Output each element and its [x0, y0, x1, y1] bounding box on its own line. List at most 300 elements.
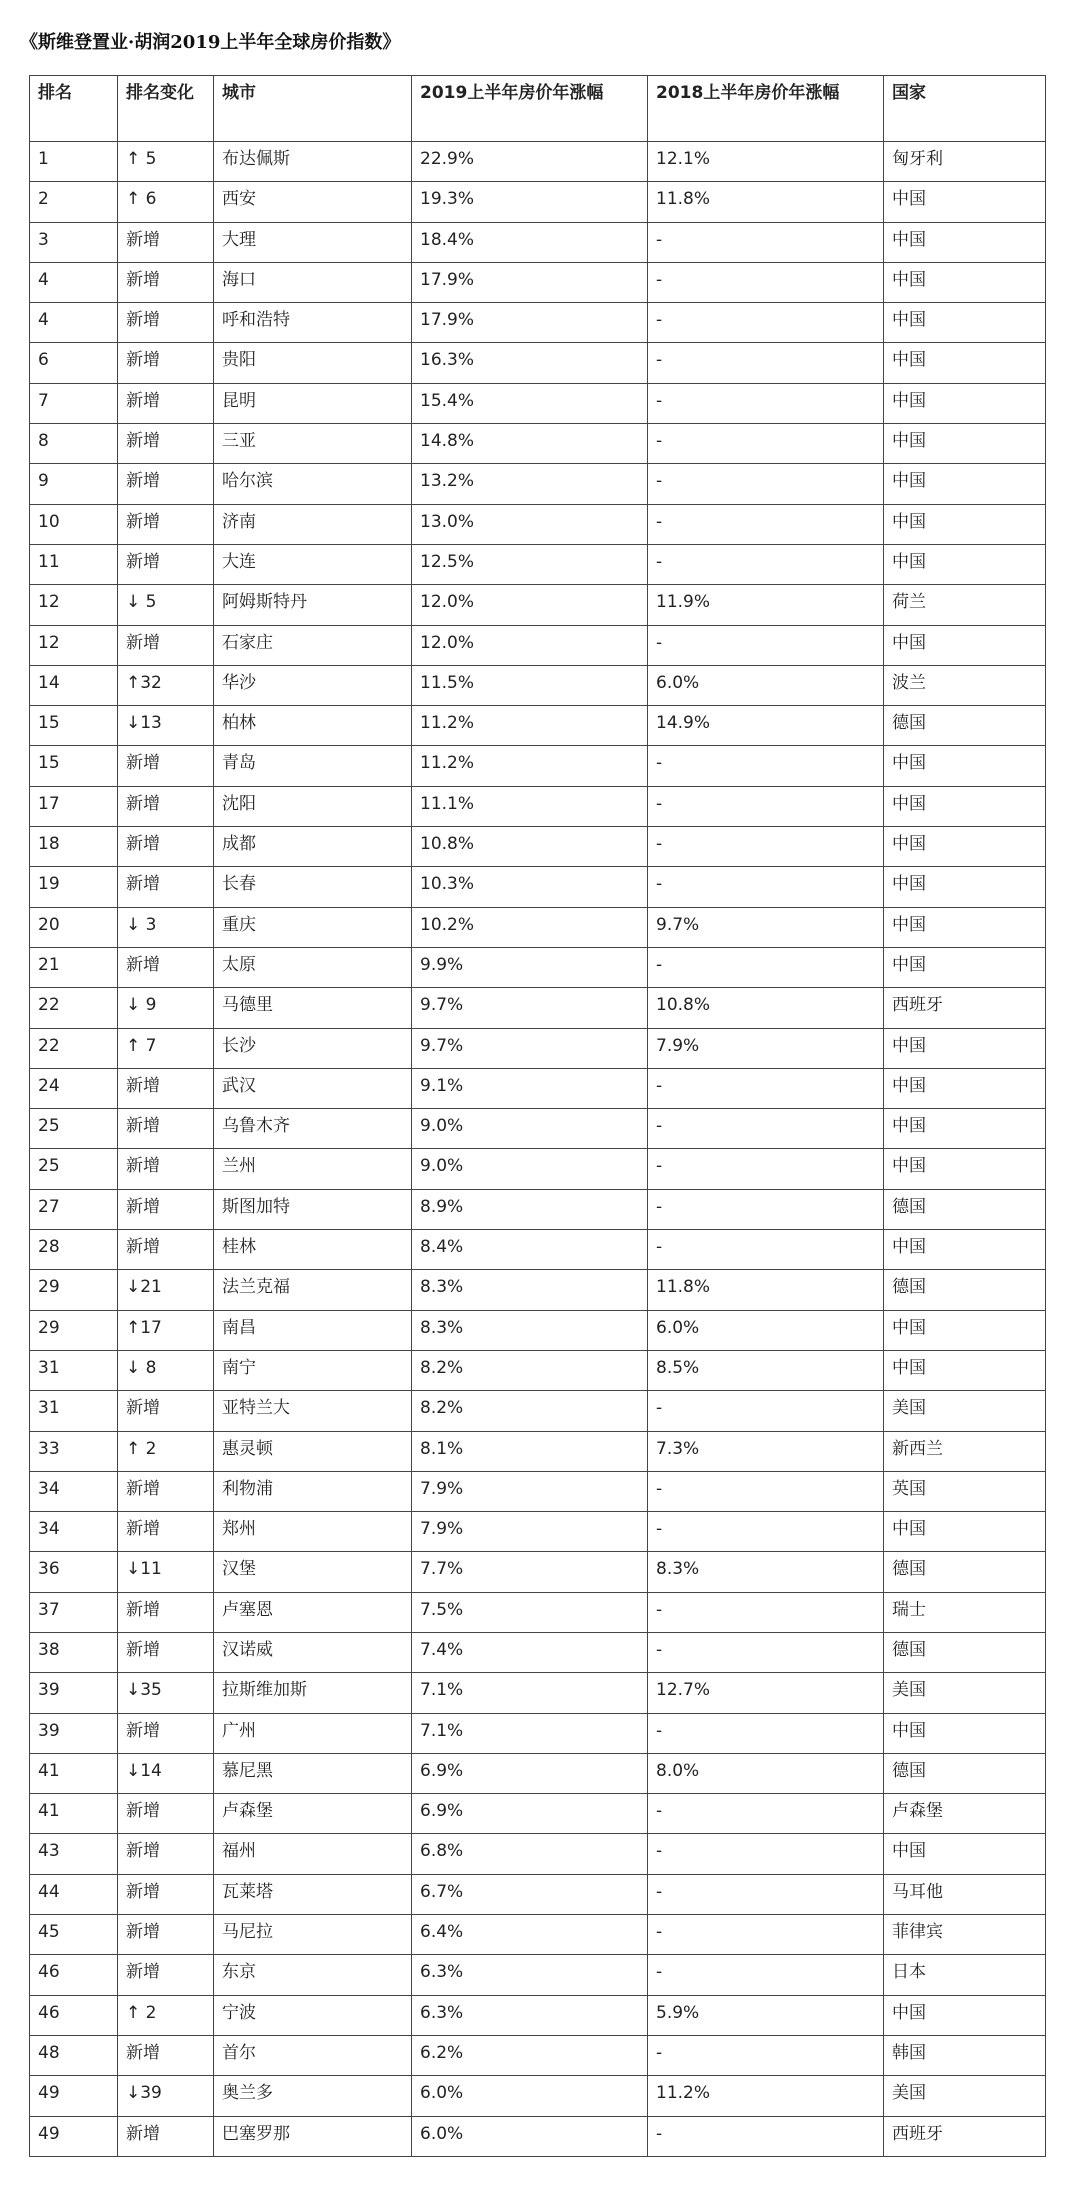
- cell-2019-growth: 8.9%: [412, 1189, 648, 1229]
- cell-2018-growth: -: [648, 262, 884, 302]
- cell-rank: 46: [30, 1995, 118, 2035]
- cell-rank: 46: [30, 1955, 118, 1995]
- cell-2018-growth: 12.1%: [648, 142, 884, 182]
- cell-city: 青岛: [214, 746, 412, 786]
- cell-rank: 29: [30, 1310, 118, 1350]
- cell-country: 中国: [884, 383, 1046, 423]
- cell-country: 德国: [884, 1552, 1046, 1592]
- cell-rank-change: ↑ 6: [118, 182, 214, 222]
- cell-city: 奥兰多: [214, 2076, 412, 2116]
- table-row: [30, 1713, 1046, 1753]
- table-row: [30, 424, 1046, 464]
- table-row: [30, 222, 1046, 262]
- cell-rank-change: ↑17: [118, 1310, 214, 1350]
- table-row: [30, 988, 1046, 1028]
- cell-rank: 41: [30, 1794, 118, 1834]
- cell-rank: 29: [30, 1270, 118, 1310]
- table-row: [30, 303, 1046, 343]
- cell-2019-growth: 16.3%: [412, 343, 648, 383]
- cell-city: 石家庄: [214, 625, 412, 665]
- cell-rank: 38: [30, 1632, 118, 1672]
- cell-rank-change: ↑ 5: [118, 142, 214, 182]
- cell-country: 中国: [884, 1109, 1046, 1149]
- cell-rank: 14: [30, 665, 118, 705]
- cell-2018-growth: -: [648, 746, 884, 786]
- cell-city: 马尼拉: [214, 1915, 412, 1955]
- cell-rank-change: 新增: [118, 1149, 214, 1189]
- cell-rank: 2: [30, 182, 118, 222]
- cell-city: 乌鲁木齐: [214, 1109, 412, 1149]
- table-row: [30, 1874, 1046, 1914]
- cell-city: 卢森堡: [214, 1794, 412, 1834]
- cell-rank-change: 新增: [118, 1955, 214, 1995]
- cell-city: 东京: [214, 1955, 412, 1995]
- table-row: [30, 1189, 1046, 1229]
- cell-2018-growth: -: [648, 1109, 884, 1149]
- cell-2018-growth: -: [648, 222, 884, 262]
- cell-rank-change: ↓39: [118, 2076, 214, 2116]
- table-row: [30, 786, 1046, 826]
- table-row: [30, 1753, 1046, 1793]
- cell-country: 中国: [884, 907, 1046, 947]
- cell-rank-change: 新增: [118, 1230, 214, 1270]
- cell-2018-growth: -: [648, 1068, 884, 1108]
- cell-rank: 44: [30, 1874, 118, 1914]
- cell-rank-change: ↓ 3: [118, 907, 214, 947]
- cell-rank-change: 新增: [118, 1874, 214, 1914]
- cell-city: 呼和浩特: [214, 303, 412, 343]
- cell-2019-growth: 7.9%: [412, 1471, 648, 1511]
- cell-country: 德国: [884, 1753, 1046, 1793]
- cell-rank: 27: [30, 1189, 118, 1229]
- cell-2019-growth: 6.9%: [412, 1753, 648, 1793]
- cell-2018-growth: -: [648, 947, 884, 987]
- cell-city: 慕尼黑: [214, 1753, 412, 1793]
- cell-country: 美国: [884, 1391, 1046, 1431]
- cell-country: 中国: [884, 262, 1046, 302]
- cell-city: 贵阳: [214, 343, 412, 383]
- cell-2018-growth: 10.8%: [648, 988, 884, 1028]
- cell-country: 德国: [884, 1632, 1046, 1672]
- cell-country: 西班牙: [884, 2116, 1046, 2156]
- cell-rank: 34: [30, 1471, 118, 1511]
- cell-2018-growth: -: [648, 1713, 884, 1753]
- cell-2018-growth: 7.9%: [648, 1028, 884, 1068]
- cell-rank-change: 新增: [118, 303, 214, 343]
- cell-rank-change: 新增: [118, 1632, 214, 1672]
- cell-2018-growth: -: [648, 625, 884, 665]
- cell-rank: 9: [30, 464, 118, 504]
- cell-rank: 17: [30, 786, 118, 826]
- cell-2018-growth: -: [648, 786, 884, 826]
- cell-city: 重庆: [214, 907, 412, 947]
- cell-country: 中国: [884, 182, 1046, 222]
- cell-city: 济南: [214, 504, 412, 544]
- table-row: [30, 1794, 1046, 1834]
- cell-city: 成都: [214, 827, 412, 867]
- cell-2018-growth: -: [648, 827, 884, 867]
- header-country: 国家: [884, 76, 1046, 142]
- cell-rank-change: ↓ 5: [118, 585, 214, 625]
- cell-rank-change: ↓ 8: [118, 1350, 214, 1390]
- cell-rank: 1: [30, 142, 118, 182]
- cell-city: 郑州: [214, 1512, 412, 1552]
- cell-2019-growth: 13.2%: [412, 464, 648, 504]
- cell-city: 法兰克福: [214, 1270, 412, 1310]
- cell-country: 中国: [884, 827, 1046, 867]
- cell-rank: 45: [30, 1915, 118, 1955]
- cell-2019-growth: 8.4%: [412, 1230, 648, 1270]
- cell-2018-growth: 14.9%: [648, 706, 884, 746]
- cell-2019-growth: 10.2%: [412, 907, 648, 947]
- cell-city: 拉斯维加斯: [214, 1673, 412, 1713]
- cell-2019-growth: 11.5%: [412, 665, 648, 705]
- cell-2018-growth: 5.9%: [648, 1995, 884, 2035]
- cell-city: 亚特兰大: [214, 1391, 412, 1431]
- cell-country: 西班牙: [884, 988, 1046, 1028]
- cell-rank: 39: [30, 1713, 118, 1753]
- table-row: [30, 544, 1046, 584]
- cell-rank: 10: [30, 504, 118, 544]
- cell-country: 新西兰: [884, 1431, 1046, 1471]
- cell-2019-growth: 17.9%: [412, 303, 648, 343]
- cell-country: 卢森堡: [884, 1794, 1046, 1834]
- cell-2018-growth: 9.7%: [648, 907, 884, 947]
- cell-2019-growth: 11.2%: [412, 746, 648, 786]
- cell-2019-growth: 10.8%: [412, 827, 648, 867]
- cell-country: 中国: [884, 625, 1046, 665]
- cell-rank: 28: [30, 1230, 118, 1270]
- cell-city: 利物浦: [214, 1471, 412, 1511]
- table-row: [30, 1310, 1046, 1350]
- cell-city: 布达佩斯: [214, 142, 412, 182]
- table-row: [30, 947, 1046, 987]
- table-row: [30, 1632, 1046, 1672]
- cell-rank: 12: [30, 625, 118, 665]
- cell-2018-growth: -: [648, 1391, 884, 1431]
- cell-2019-growth: 12.5%: [412, 544, 648, 584]
- cell-2019-growth: 8.3%: [412, 1310, 648, 1350]
- cell-rank-change: 新增: [118, 867, 214, 907]
- cell-rank: 3: [30, 222, 118, 262]
- cell-2019-growth: 8.3%: [412, 1270, 648, 1310]
- cell-rank: 21: [30, 947, 118, 987]
- table-row: [30, 1270, 1046, 1310]
- table-row: [30, 1068, 1046, 1108]
- cell-country: 马耳他: [884, 1874, 1046, 1914]
- cell-rank: 34: [30, 1512, 118, 1552]
- table-row: [30, 2035, 1046, 2075]
- cell-rank-change: 新增: [118, 1471, 214, 1511]
- cell-rank: 11: [30, 544, 118, 584]
- cell-country: 荷兰: [884, 585, 1046, 625]
- cell-2018-growth: -: [648, 1632, 884, 1672]
- cell-city: 南宁: [214, 1350, 412, 1390]
- cell-2018-growth: 6.0%: [648, 1310, 884, 1350]
- cell-2019-growth: 6.2%: [412, 2035, 648, 2075]
- cell-country: 中国: [884, 464, 1046, 504]
- cell-2019-growth: 7.5%: [412, 1592, 648, 1632]
- cell-2018-growth: -: [648, 2116, 884, 2156]
- cell-2018-growth: -: [648, 303, 884, 343]
- cell-rank: 6: [30, 343, 118, 383]
- cell-city: 三亚: [214, 424, 412, 464]
- table-row: [30, 1955, 1046, 1995]
- cell-city: 首尔: [214, 2035, 412, 2075]
- cell-rank: 48: [30, 2035, 118, 2075]
- cell-rank-change: 新增: [118, 544, 214, 584]
- table-row: [30, 625, 1046, 665]
- cell-country: 中国: [884, 1834, 1046, 1874]
- cell-2019-growth: 6.7%: [412, 1874, 648, 1914]
- table-row: [30, 1391, 1046, 1431]
- cell-rank: 8: [30, 424, 118, 464]
- cell-rank: 12: [30, 585, 118, 625]
- cell-rank-change: 新增: [118, 1794, 214, 1834]
- cell-2019-growth: 15.4%: [412, 383, 648, 423]
- cell-rank-change: 新增: [118, 1109, 214, 1149]
- cell-rank: 20: [30, 907, 118, 947]
- cell-2019-growth: 17.9%: [412, 262, 648, 302]
- cell-rank: 31: [30, 1391, 118, 1431]
- cell-country: 中国: [884, 1310, 1046, 1350]
- cell-city: 桂林: [214, 1230, 412, 1270]
- table-row: [30, 665, 1046, 705]
- header-2018-growth: 2018上半年房价年涨幅: [648, 76, 884, 142]
- cell-2019-growth: 6.3%: [412, 1995, 648, 2035]
- header-2019-growth: 2019上半年房价年涨幅: [412, 76, 648, 142]
- cell-rank-change: 新增: [118, 424, 214, 464]
- cell-rank-change: 新增: [118, 1834, 214, 1874]
- cell-rank-change: 新增: [118, 464, 214, 504]
- cell-rank-change: ↓ 9: [118, 988, 214, 1028]
- table-row: [30, 142, 1046, 182]
- cell-2018-growth: -: [648, 867, 884, 907]
- table-row: [30, 262, 1046, 302]
- cell-country: 匈牙利: [884, 142, 1046, 182]
- header-city: 城市: [214, 76, 412, 142]
- cell-2019-growth: 9.7%: [412, 988, 648, 1028]
- cell-city: 斯图加特: [214, 1189, 412, 1229]
- cell-rank-change: 新增: [118, 383, 214, 423]
- cell-rank-change: ↑32: [118, 665, 214, 705]
- cell-rank-change: 新增: [118, 1592, 214, 1632]
- table-row: [30, 182, 1046, 222]
- cell-2019-growth: 7.7%: [412, 1552, 648, 1592]
- cell-country: 中国: [884, 504, 1046, 544]
- table-row: [30, 1350, 1046, 1390]
- cell-2019-growth: 12.0%: [412, 585, 648, 625]
- table-row: [30, 1673, 1046, 1713]
- cell-2018-growth: 8.5%: [648, 1350, 884, 1390]
- cell-rank-change: ↓11: [118, 1552, 214, 1592]
- cell-city: 沈阳: [214, 786, 412, 826]
- cell-2018-growth: -: [648, 424, 884, 464]
- cell-city: 汉诺威: [214, 1632, 412, 1672]
- cell-2018-growth: 12.7%: [648, 1673, 884, 1713]
- cell-country: 中国: [884, 746, 1046, 786]
- cell-2018-growth: 11.9%: [648, 585, 884, 625]
- cell-city: 南昌: [214, 1310, 412, 1350]
- cell-city: 瓦莱塔: [214, 1874, 412, 1914]
- cell-rank-change: 新增: [118, 1189, 214, 1229]
- table-header-row: [30, 76, 1046, 142]
- cell-country: 中国: [884, 1068, 1046, 1108]
- cell-country: 中国: [884, 947, 1046, 987]
- table-row: [30, 343, 1046, 383]
- cell-city: 武汉: [214, 1068, 412, 1108]
- cell-rank-change: ↓21: [118, 1270, 214, 1310]
- cell-2019-growth: 7.9%: [412, 1512, 648, 1552]
- cell-country: 英国: [884, 1471, 1046, 1511]
- cell-2019-growth: 14.8%: [412, 424, 648, 464]
- cell-rank: 7: [30, 383, 118, 423]
- cell-rank: 18: [30, 827, 118, 867]
- cell-city: 西安: [214, 182, 412, 222]
- cell-country: 中国: [884, 1995, 1046, 2035]
- cell-city: 马德里: [214, 988, 412, 1028]
- table-row: [30, 1995, 1046, 2035]
- cell-rank: 37: [30, 1592, 118, 1632]
- cell-rank: 43: [30, 1834, 118, 1874]
- cell-2018-growth: -: [648, 504, 884, 544]
- cell-city: 长春: [214, 867, 412, 907]
- cell-rank-change: 新增: [118, 504, 214, 544]
- cell-2018-growth: -: [648, 383, 884, 423]
- cell-rank: 22: [30, 988, 118, 1028]
- cell-city: 哈尔滨: [214, 464, 412, 504]
- cell-country: 中国: [884, 424, 1046, 464]
- cell-rank-change: 新增: [118, 1068, 214, 1108]
- cell-country: 菲律宾: [884, 1915, 1046, 1955]
- table-row: [30, 1028, 1046, 1068]
- cell-country: 中国: [884, 1350, 1046, 1390]
- cell-city: 广州: [214, 1713, 412, 1753]
- cell-2019-growth: 6.8%: [412, 1834, 648, 1874]
- document-title: 《斯维登置业·胡润2019上半年全球房价指数》: [20, 32, 401, 53]
- table-row: [30, 1230, 1046, 1270]
- cell-rank: 49: [30, 2116, 118, 2156]
- cell-country: 中国: [884, 1028, 1046, 1068]
- cell-rank-change: 新增: [118, 786, 214, 826]
- cell-2019-growth: 7.1%: [412, 1713, 648, 1753]
- table-row: [30, 706, 1046, 746]
- cell-city: 昆明: [214, 383, 412, 423]
- cell-2018-growth: -: [648, 1189, 884, 1229]
- cell-rank: 36: [30, 1552, 118, 1592]
- cell-rank-change: 新增: [118, 262, 214, 302]
- cell-city: 阿姆斯特丹: [214, 585, 412, 625]
- cell-2019-growth: 7.4%: [412, 1632, 648, 1672]
- cell-rank-change: 新增: [118, 1391, 214, 1431]
- cell-city: 卢塞恩: [214, 1592, 412, 1632]
- cell-2018-growth: 6.0%: [648, 665, 884, 705]
- cell-country: 日本: [884, 1955, 1046, 1995]
- cell-rank-change: 新增: [118, 2035, 214, 2075]
- cell-2019-growth: 18.4%: [412, 222, 648, 262]
- cell-2018-growth: -: [648, 2035, 884, 2075]
- cell-country: 中国: [884, 222, 1046, 262]
- cell-2018-growth: -: [648, 1512, 884, 1552]
- cell-rank-change: 新增: [118, 746, 214, 786]
- cell-country: 德国: [884, 706, 1046, 746]
- cell-country: 中国: [884, 303, 1046, 343]
- cell-country: 中国: [884, 1713, 1046, 1753]
- cell-2019-growth: 9.0%: [412, 1109, 648, 1149]
- cell-2019-growth: 6.4%: [412, 1915, 648, 1955]
- table-row: [30, 1431, 1046, 1471]
- table-row: [30, 585, 1046, 625]
- cell-rank: 22: [30, 1028, 118, 1068]
- cell-rank: 39: [30, 1673, 118, 1713]
- cell-rank: 49: [30, 2076, 118, 2116]
- cell-rank-change: 新增: [118, 625, 214, 665]
- cell-rank: 33: [30, 1431, 118, 1471]
- cell-2019-growth: 6.3%: [412, 1955, 648, 1995]
- cell-2019-growth: 9.7%: [412, 1028, 648, 1068]
- cell-rank-change: 新增: [118, 343, 214, 383]
- cell-rank-change: ↓14: [118, 1753, 214, 1793]
- cell-country: 波兰: [884, 665, 1046, 705]
- cell-city: 宁波: [214, 1995, 412, 2035]
- cell-city: 大理: [214, 222, 412, 262]
- cell-2019-growth: 6.0%: [412, 2076, 648, 2116]
- cell-rank-change: 新增: [118, 1915, 214, 1955]
- table-row: [30, 504, 1046, 544]
- table-row: [30, 746, 1046, 786]
- cell-rank: 25: [30, 1149, 118, 1189]
- cell-2018-growth: 7.3%: [648, 1431, 884, 1471]
- cell-rank: 41: [30, 1753, 118, 1793]
- table-row: [30, 1471, 1046, 1511]
- cell-2019-growth: 7.1%: [412, 1673, 648, 1713]
- cell-city: 巴塞罗那: [214, 2116, 412, 2156]
- cell-country: 中国: [884, 1512, 1046, 1552]
- cell-rank-change: ↑ 2: [118, 1431, 214, 1471]
- cell-rank: 4: [30, 262, 118, 302]
- cell-rank-change: ↓35: [118, 1673, 214, 1713]
- cell-2018-growth: -: [648, 464, 884, 504]
- cell-2018-growth: -: [648, 544, 884, 584]
- cell-2019-growth: 9.1%: [412, 1068, 648, 1108]
- cell-2019-growth: 10.3%: [412, 867, 648, 907]
- table-row: [30, 827, 1046, 867]
- cell-2019-growth: 6.0%: [412, 2116, 648, 2156]
- cell-country: 德国: [884, 1189, 1046, 1229]
- table-row: [30, 867, 1046, 907]
- cell-2019-growth: 11.2%: [412, 706, 648, 746]
- cell-city: 华沙: [214, 665, 412, 705]
- cell-2019-growth: 9.9%: [412, 947, 648, 987]
- cell-country: 韩国: [884, 2035, 1046, 2075]
- cell-2018-growth: -: [648, 1915, 884, 1955]
- cell-country: 美国: [884, 2076, 1046, 2116]
- cell-2018-growth: -: [648, 343, 884, 383]
- cell-country: 中国: [884, 544, 1046, 584]
- cell-2019-growth: 13.0%: [412, 504, 648, 544]
- cell-rank: 4: [30, 303, 118, 343]
- cell-country: 中国: [884, 786, 1046, 826]
- table-body: [30, 142, 1046, 2157]
- cell-country: 美国: [884, 1673, 1046, 1713]
- table-row: [30, 1512, 1046, 1552]
- table-row: [30, 1834, 1046, 1874]
- cell-2019-growth: 22.9%: [412, 142, 648, 182]
- cell-rank: 25: [30, 1109, 118, 1149]
- cell-rank-change: 新增: [118, 2116, 214, 2156]
- cell-country: 中国: [884, 867, 1046, 907]
- table-row: [30, 1109, 1046, 1149]
